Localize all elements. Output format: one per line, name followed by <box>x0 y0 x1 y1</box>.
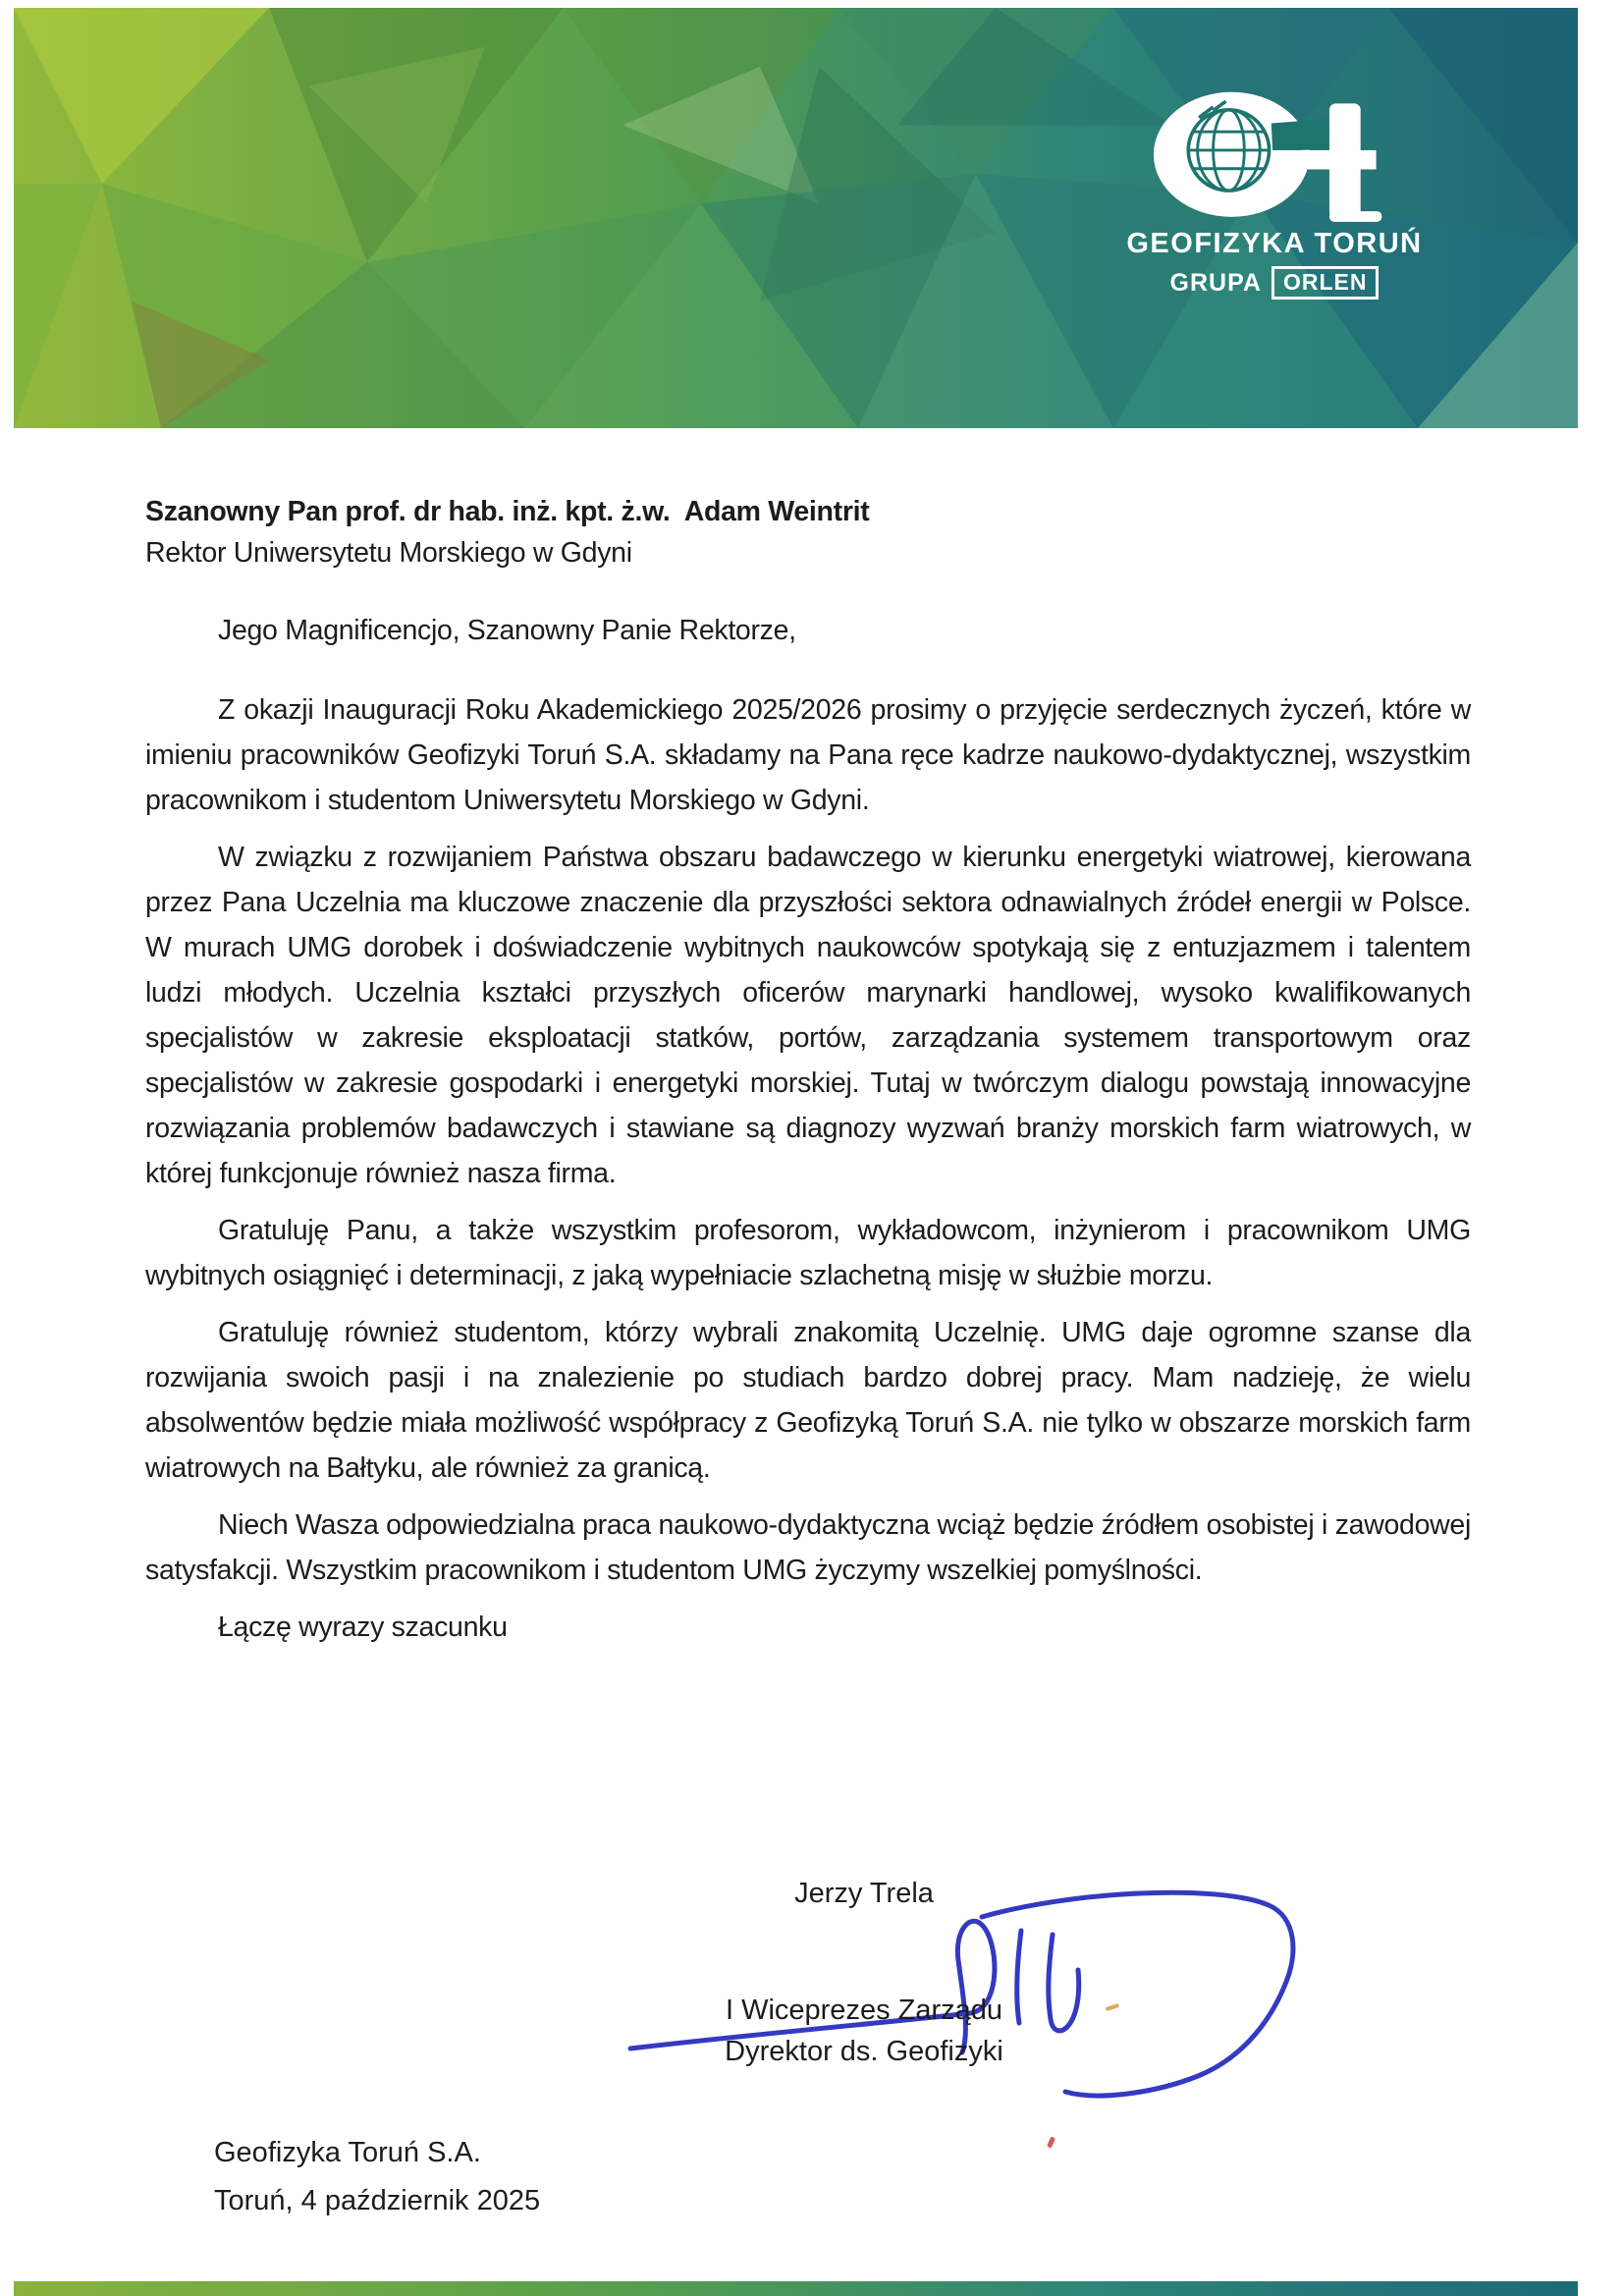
company-name: GEOFIZYKA TORUŃ <box>1126 228 1423 259</box>
footer-place-date: Toruń, 4 październik 2025 <box>214 2185 541 2216</box>
footer-company: Geofizyka Toruń S.A. <box>214 2137 481 2168</box>
signatory-title-1: I Wiceprezes Zarządu <box>725 1995 1003 2026</box>
orlen-badge: ORLEN <box>1271 266 1380 300</box>
next-page-edge-strip <box>14 2281 1578 2296</box>
group-label: GRUPA <box>1169 268 1262 297</box>
salutation: Jego Magnificencjo, Szanowny Panie Rektorze, <box>218 615 796 646</box>
paragraph-3: Gratuluję Panu, a także wszystkim profesorom, wykładowcom, inżynierom i pracownikom UMG wybitnych osiągnięć i determinacji, z jaką wypełniacie szlachetną misję w służbie morzu. <box>145 1215 1471 1291</box>
letter-footer <box>214 2129 540 2225</box>
globe-gt-logo-icon <box>1152 86 1397 232</box>
signatory-title-2: Dyrektor ds. Geofizyki <box>725 2036 1003 2067</box>
paragraph-2: W związku z rozwijaniem Państwa obszaru badawczego w kierunku energetyki wiatrowej, kierowana przez Pana Uczelnia ma kluczowe znaczenie dla przyszłości sektora odnawialnych źródeł energii w Polsce. W murach UMG dorobek i doświadczenie wybitnych naukowców spotykają się z entuzjazmem i talentem ludzi młodych. Uczelnia kształci przyszłych oficerów marynarki handlowej, wysoko kwalifikowanych specjalistów w zakresie eksploatacji statków, portów, zarządzania systemem transportowym oraz specjalistów w zakresie gospodarki i energetyki morskiej. Tutaj w twórczym dialogu powstają innowacyjne rozwiązania problemów badawczych i stawiane są diagnozy wyzwań branży morskich farm wiatrowych, w której funkcjonuje również nasza firma. <box>145 842 1471 1189</box>
recipient-name: Szanowny Pan prof. dr hab. inż. kpt. ż.w. Adam Weintrit <box>145 496 870 527</box>
scan-mark-red <box>1047 2136 1055 2148</box>
recipient-role: Rektor Uniwersytetu Morskiego w Gdyni <box>145 537 632 569</box>
letter-body <box>145 491 1471 1650</box>
group-brand-row <box>1098 266 1451 300</box>
paragraph-5: Niech Wasza odpowiedzialna praca naukowo-dydaktyczna wciąż będzie źródłem osobistej i zawodowej satysfakcji. Wszystkim pracownikom i studentom UMG życzymy wszelkiej pomyślności. <box>145 1509 1471 1586</box>
signatory-name: Jerzy Trela <box>794 1878 934 1909</box>
closing-line: Łączę wyrazy szacunku <box>218 1612 508 1643</box>
company-logo <box>1098 86 1451 322</box>
paragraph-4: Gratuluję również studentom, którzy wybrali znakomitą Uczelnię. UMG daje ogromne szanse dla rozwijania swoich pasji i na znalezienie po studiach bardzo dobrej pracy. Mam nadzieję, że wielu absolwentów będzie miała możliwość współpracy z Geofizyką Toruń S.A. nie tylko w obszarze morskich farm wiatrowych na Bałtyku, ale również za granicą. <box>145 1317 1471 1484</box>
paragraph-1: Z okazji Inauguracji Roku Akademickiego 2025/2026 prosimy o przyjęcie serdecznych życzeń, które w imieniu pracowników Geofizyki Toruń S.A. składamy na Pana ręce kadrze naukowo-dydaktycznej, wszystkim pracownikom i studentom Uniwersytetu Morskiego w Gdyni. <box>145 694 1471 816</box>
